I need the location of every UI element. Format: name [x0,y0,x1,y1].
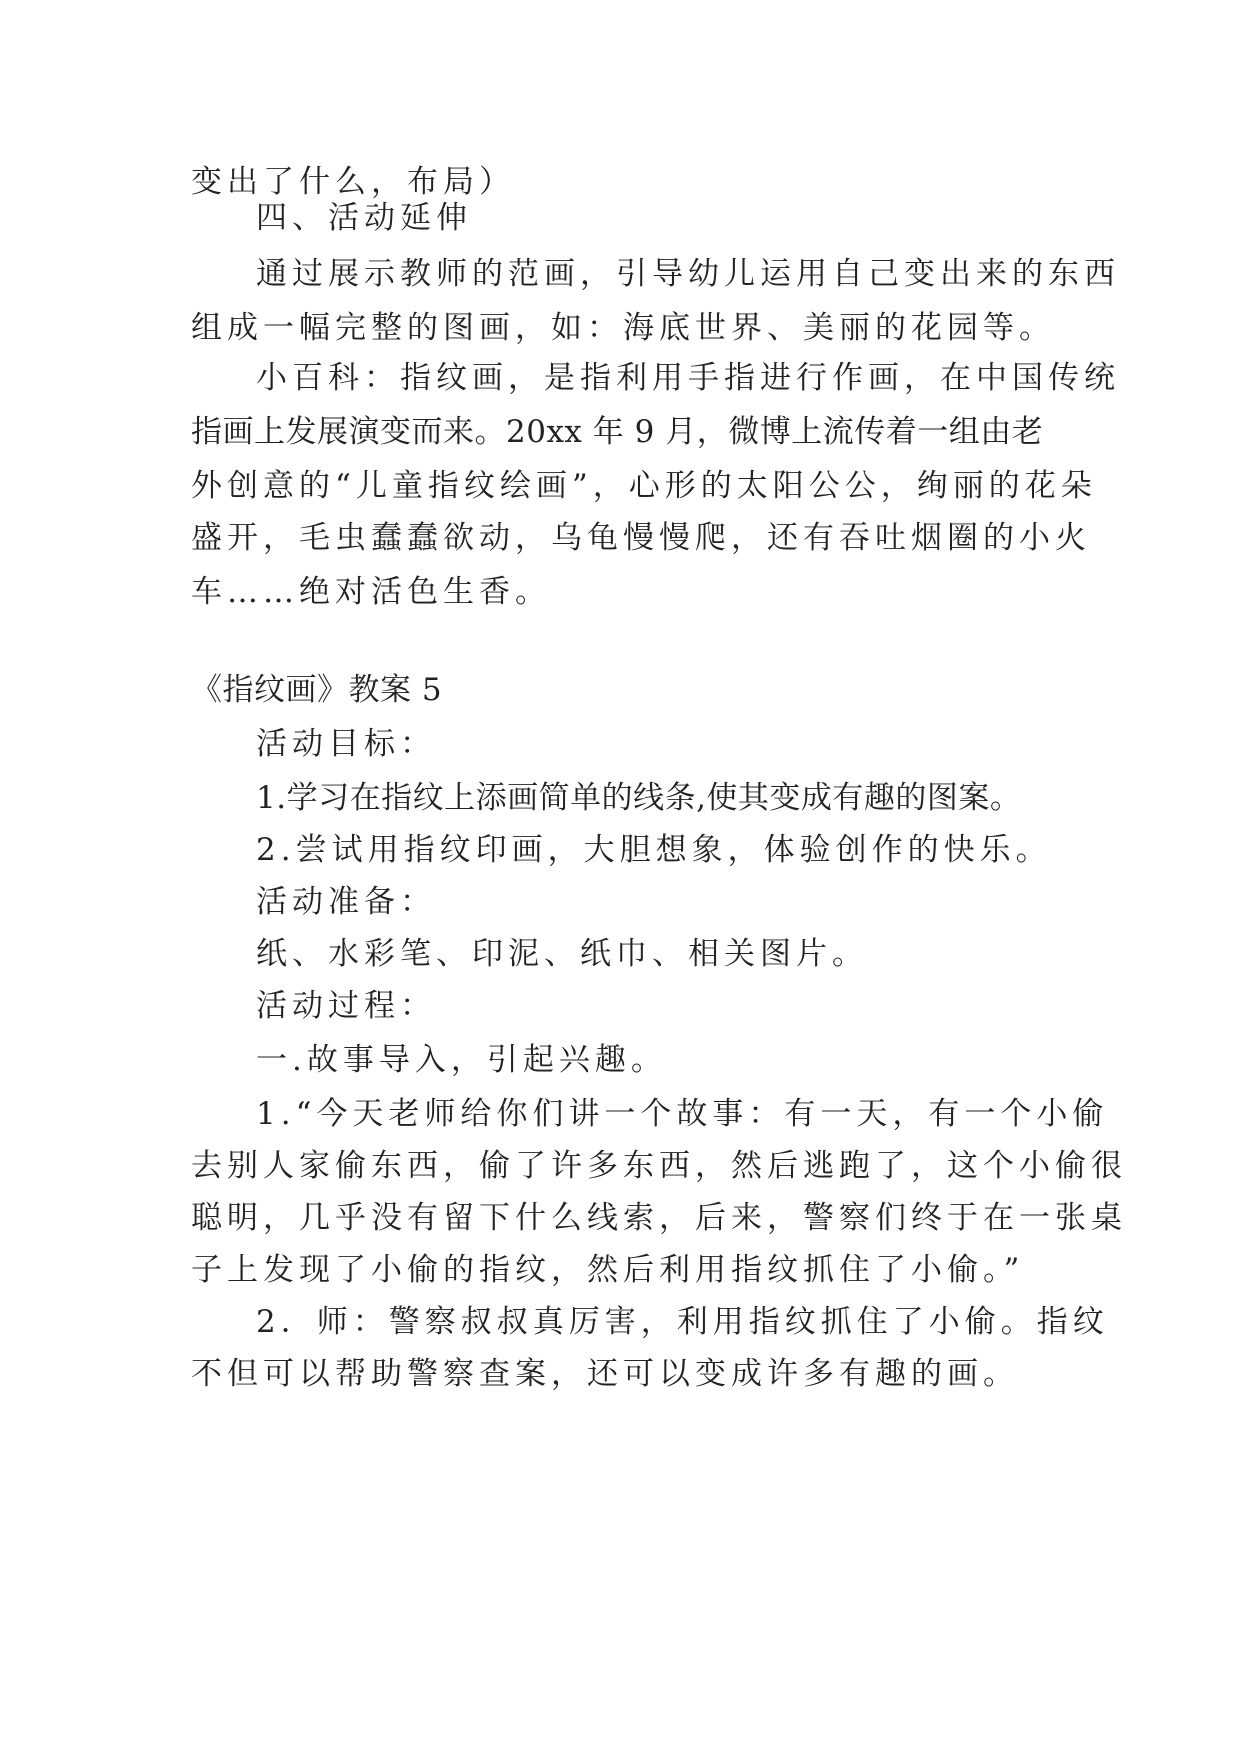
paragraph-line: 盛开，毛虫蠢蠢欲动，乌龟慢慢爬，还有吞吐烟圈的小火 [191,520,1091,556]
paragraph-line: 子上发现了小偷的指纹，然后利用指纹抓住了小偷。” [191,1252,1025,1288]
section-heading: 活动准备： [256,884,436,920]
paragraph-line: 变出了什么，布局） [191,164,515,200]
section-heading: 四、活动延伸 [256,200,472,236]
paragraph-line: 不但可以帮助警察查案，还可以变成许多有趣的画。 [191,1356,1019,1392]
paragraph-line: 小百科：指纹画，是指利用手指进行作画，在中国传统 [256,360,1120,396]
paragraph-line: 组成一幅完整的图画，如：海底世界、美丽的花园等。 [191,310,1055,346]
paragraph-line: 2．师：警察叔叔真厉害，利用指纹抓住了小偷。指纹 [256,1304,1109,1340]
document-title: 《指纹画》教案 5 [191,672,443,708]
paragraph-line: 1.“今天老师给你们讲一个故事：有一天，有一个小偷 [256,1096,1109,1132]
paragraph-line: 通过展示教师的范画，引导幼儿运用自己变出来的东西 [256,256,1120,292]
paragraph-line: 车……绝对活色生香。 [191,574,551,610]
paragraph-line: 聪明，几乎没有留下什么线索，后来，警察们终于在一张桌 [191,1200,1127,1236]
section-heading: 活动过程： [256,988,436,1024]
list-item: 1.学习在指纹上添画简单的线条,使其变成有趣的图案。 [256,780,1022,816]
paragraph-line: 指画上发展演变而来。20xx 年 9 月，微博上流传着一组由老 [191,414,1044,450]
paragraph-line: 纸、水彩笔、印泥、纸巾、相关图片。 [256,936,868,972]
section-heading: 活动目标： [256,726,436,762]
paragraph-line: 去别人家偷东西，偷了许多东西，然后逃跑了，这个小偷很 [191,1148,1127,1184]
subsection-heading: 一.故事导入，引起兴趣。 [256,1042,667,1078]
list-item: 2.尝试用指纹印画，大胆想象，体验创作的快乐。 [256,832,1052,868]
paragraph-line: 外创意的“儿童指纹绘画”，心形的太阳公公，绚丽的花朵 [191,468,1097,504]
